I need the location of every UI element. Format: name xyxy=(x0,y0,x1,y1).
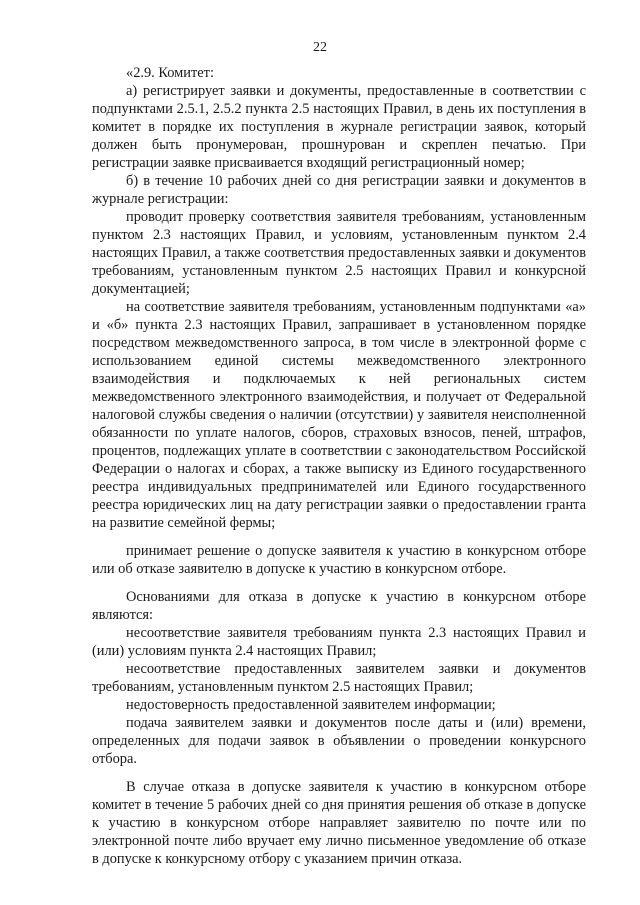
section-heading: «2.9. Комитет: xyxy=(126,65,214,81)
paragraph-refusal-notice: В случае отказа в допуске заявителя к участию в конкурсном отборе комитет в течение 5 рабочих дней со дня принятия решения об отказе в допуске к участию в конкурсном отборе направляет заявителю по почте или по электронной почте либо вручает ему лично письменное уведомление об отказе в допуске к конкурсному отбору с указанием причин отказа. xyxy=(92,779,586,867)
refusal-ground-item: недостоверность предоставленной заявителем информации; xyxy=(126,697,496,713)
refusal-ground-item: несоответствие предоставленных заявителем заявки и документов требованиям, установленным пунктом 2.5 настоящих Правил; xyxy=(92,661,586,695)
refusal-ground-item: несоответствие заявителя требованиям пункта 2.3 настоящих Правил и (или) условиям пункта 2.4 настоящих Правил; xyxy=(92,625,586,659)
paragraph-verification: проводит проверку соответствия заявителя требованиям, установленным пунктом 2.3 настоящих Правил, и условиям, установленным пунктом 2.4 настоящих Правил, а также соответствия предоставленных заявки и документов требованиям, установленным пунктом 2.5 настоящих Правил и конкурсной документацией; xyxy=(92,209,586,297)
paragraph-refusal-grounds: Основаниями для отказа в допуске к участию в конкурсном отборе являются: xyxy=(92,589,586,623)
paragraph-decision: принимает решение о допуске заявителя к участию в конкурсном отборе или об отказе заявителю в допуске к участию в конкурсном отборе. xyxy=(92,543,586,577)
paragraph-interagency-request: на соответствие заявителя требованиям, установленным подпунктами «а» и «б» пункта 2.3 настоящих Правил, запрашивает в установленном порядке посредством межведомственного запроса, в том числе в электронной форме с использованием единой системы межведомственного электронного взаимодействия и подключаемых к ней региональных систем межведомственного электронного взаимодействия, и получает от Федеральной налоговой службы сведения о наличии (отсутствии) у заявителя неисполненной обязанности по уплате налогов, сборов, страховых взносов, пеней, штрафов, процентов, подлежащих уплате в соответствии с законодательством Российской Федерации о налогах и сборах, а также выписку из Единого государственного реестра индивидуальных предпринимателей или Единого государственного реестра юридических лиц на дату регистрации заявки о предоставлении гранта на развитие семейной фермы; xyxy=(92,299,586,531)
page-number: 22 xyxy=(313,40,327,55)
paragraph-review-period: б) в течение 10 рабочих дней со дня регистрации заявки и документов в журнале регистрации: xyxy=(92,173,586,207)
document-body xyxy=(92,64,586,868)
paragraph-registration: а) регистрирует заявки и документы, предоставленные в соответствии с подпунктами 2.5.1, 2.5.2 пункта 2.5 настоящих Правил, в день их поступления в комитет в порядке их поступления в журнале регистрации заявок, который должен быть пронумерован, прошнурован и скреплен печатью. При регистрации заявке присваивается входящий регистрационный номер; xyxy=(92,83,586,171)
refusal-ground-item: подача заявителем заявки и документов после даты и (или) времени, определенных для подачи заявок в объявлении о проведении конкурсного отбора. xyxy=(92,715,586,767)
